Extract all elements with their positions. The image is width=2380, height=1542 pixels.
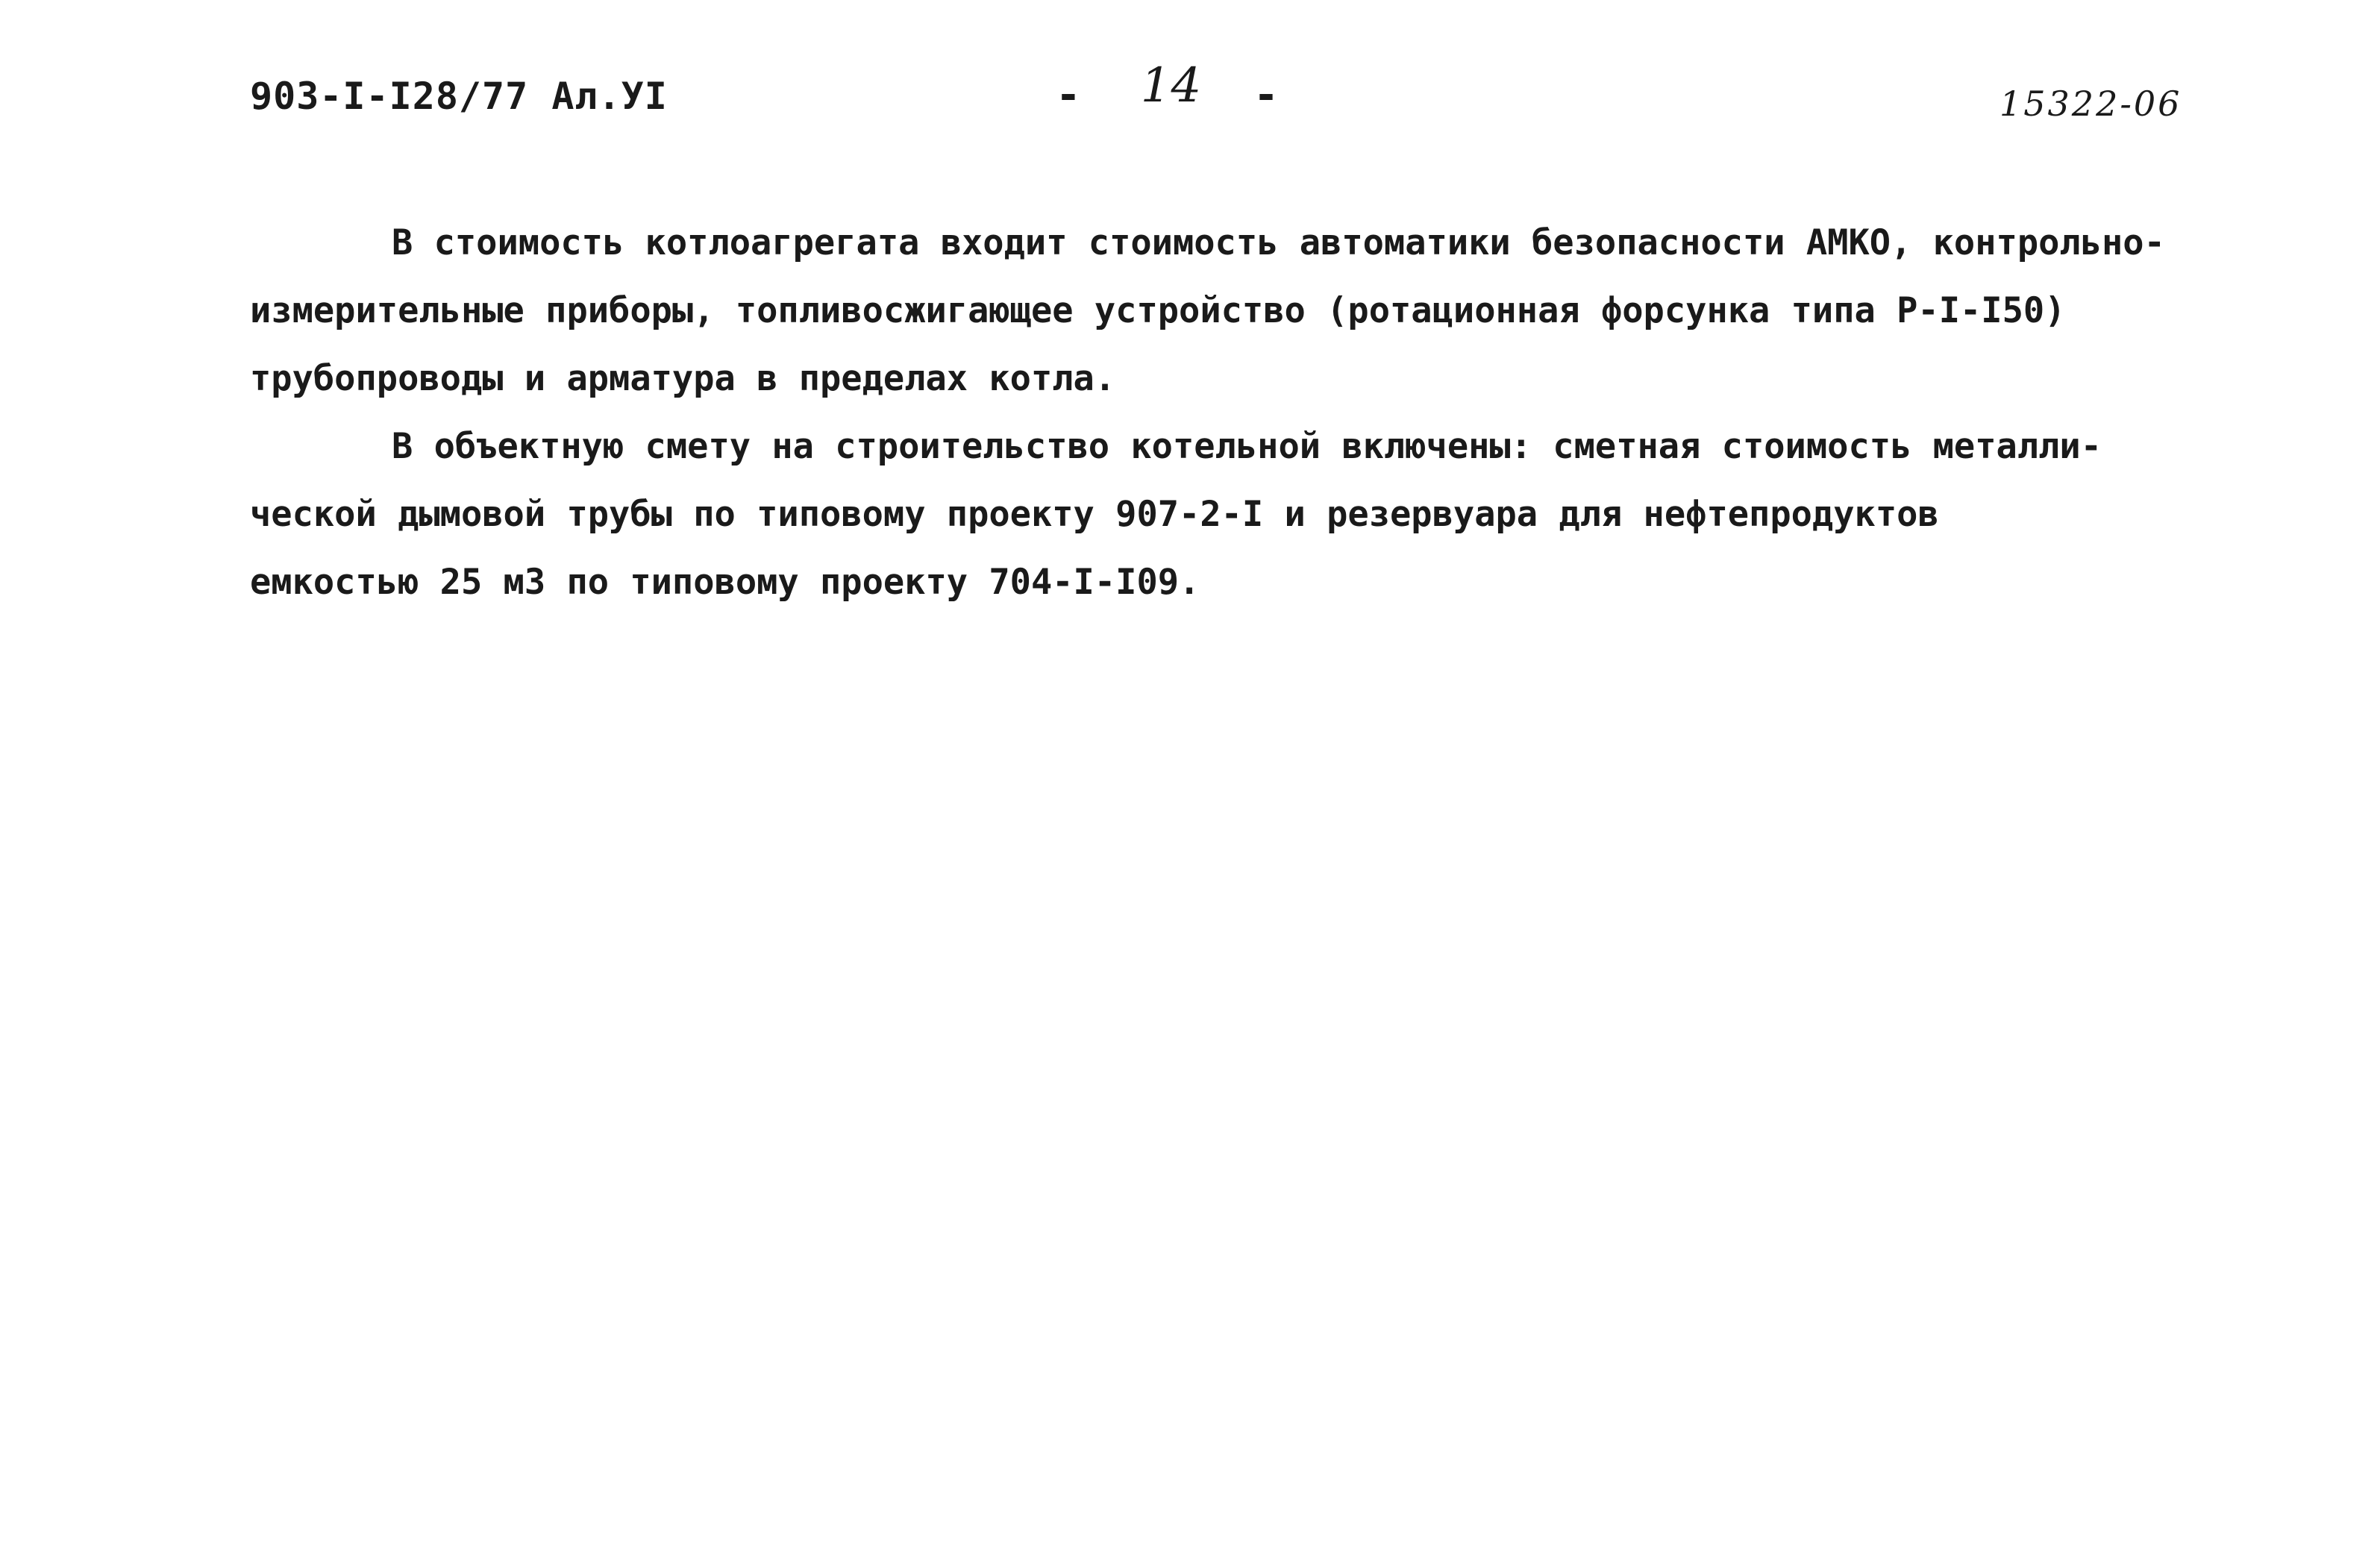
paragraph-line: емкостью 25 м3 по типовому проекту 704-I-I09. bbox=[250, 562, 1200, 603]
page-number-dash-right: - bbox=[1253, 71, 1279, 119]
page-number: 14 bbox=[1140, 58, 1202, 113]
document-code: 903-I-I28/77 Ал.УI bbox=[250, 75, 668, 118]
body-text bbox=[250, 209, 2175, 616]
paragraph-1 bbox=[250, 209, 2175, 413]
paragraph-line: трубопроводы и арматура в пределах котла. bbox=[250, 358, 1116, 399]
page-number-block bbox=[1056, 58, 1279, 121]
paragraph-line: ческой дымовой трубы по типовому проекту 907-2-I и резервуара для нефтепродуктов bbox=[250, 494, 1939, 535]
paragraph-line: измерительные приборы, топливосжигающее устройство (ротационная форсунка типа Р-I-I50) bbox=[250, 290, 2066, 331]
handwritten-registration-code: 15322-06 bbox=[1999, 84, 2182, 124]
paragraph-2 bbox=[250, 413, 2175, 616]
paragraph-line: В стоимость котлоагрегата входит стоимость автоматики безопасности АМКО, контрольно- bbox=[392, 222, 2165, 263]
paragraph-line: В объектную смету на строительство котельной включены: сметная стоимость металли- bbox=[392, 426, 2102, 467]
page-number-dash-left: - bbox=[1056, 71, 1081, 119]
